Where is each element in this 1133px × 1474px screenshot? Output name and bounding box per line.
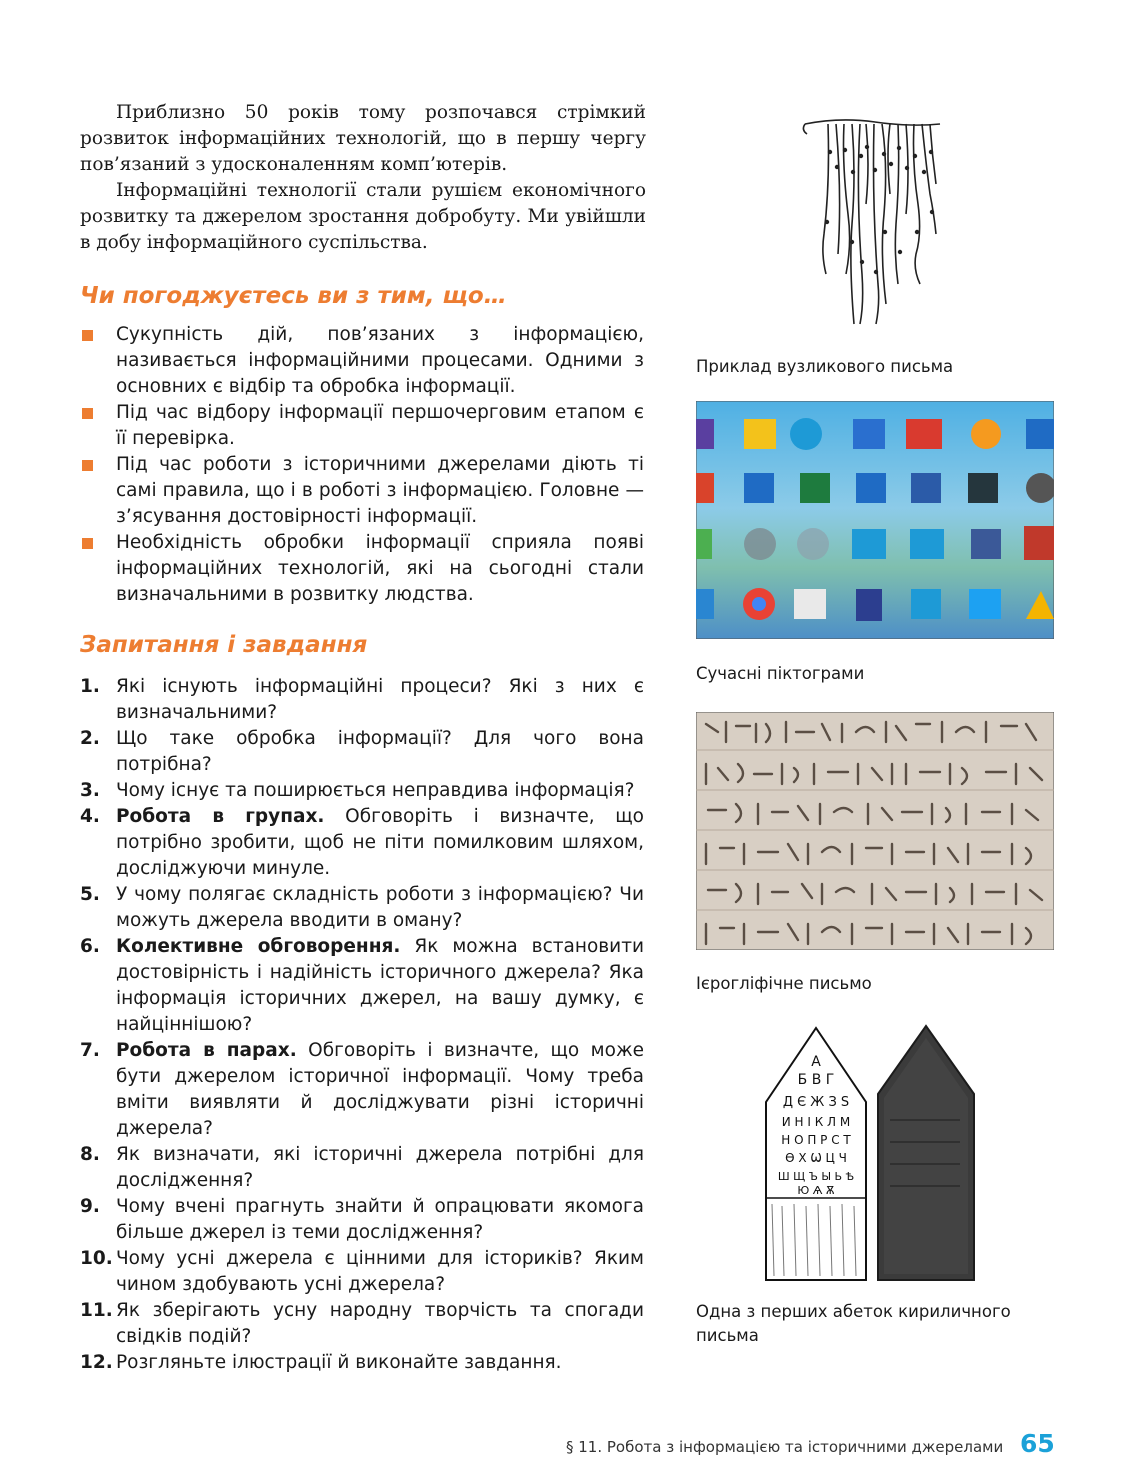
- app-icon: [856, 589, 882, 621]
- cyrillic-row: И Н І К Л М: [781, 1115, 851, 1129]
- list-item: Під час роботи з історичними джерелами діють ті самі правила, що і в роботі з інформацією. Головне — з’ясування достовірності інформації.: [80, 452, 644, 530]
- app-icon: [790, 418, 822, 450]
- app-icon: [696, 419, 714, 449]
- list-item: Під час відбору інформації першочерговим етапом є її перевірка.: [80, 400, 644, 452]
- app-icon: [911, 473, 941, 503]
- app-icon: [971, 529, 1001, 559]
- app-icon: [744, 528, 776, 560]
- task-item: 9. Чому вчені прагнуть знайти й опрацювати якомога більше джерел із теми дослідження?: [80, 1196, 644, 1243]
- app-icons-image: [696, 401, 1054, 639]
- task-item: 8. Як визначати, які історичні джерела потрібні для дослідження?: [80, 1144, 644, 1191]
- hieroglyphs-caption: Ієрогліфічне письмо: [696, 974, 872, 993]
- hieroglyphs-image: [696, 712, 1054, 950]
- task-item: 10. Чому усні джерела є цінними для істориків? Яким чином здобувають усні джерела?: [80, 1248, 644, 1295]
- quipu-caption: Приклад вузликового письма: [696, 357, 954, 376]
- app-icon: [794, 589, 826, 619]
- app-icon: [969, 589, 1001, 619]
- cyrillic-tablets-image: [760, 1024, 982, 1282]
- cyrillic-row: Н О П Р С Т: [781, 1133, 851, 1147]
- icons-caption: Сучасні піктограми: [696, 664, 865, 683]
- task-item: 3. Чому існує та поширюється неправдива інформація?: [80, 780, 635, 801]
- bullet-square-icon: [82, 538, 93, 549]
- app-icon: [696, 589, 714, 619]
- task-item: 2. Що таке обробка інформації? Для чого вона потрібна?: [80, 728, 644, 775]
- cyrillic-row: Ш Щ Ъ Ы Ь Ѣ: [777, 1170, 855, 1183]
- app-icon: [696, 529, 712, 559]
- app-icon: [910, 529, 944, 559]
- app-icon: [906, 419, 942, 449]
- bullet-square-icon: [82, 460, 93, 471]
- app-icon: [800, 473, 830, 503]
- app-icon: [1026, 419, 1054, 449]
- app-icon: [853, 419, 885, 449]
- bullet-square-icon: [82, 330, 93, 341]
- cyrillic-row: А: [811, 1054, 821, 1070]
- tasks-list: [80, 674, 644, 1376]
- task-item: 12. Розгляньте ілюстрації й виконайте завдання.: [80, 1352, 562, 1373]
- task-item: 1. Які існують інформаційні процеси? Які з них є визначальними?: [80, 676, 644, 723]
- app-icon: [968, 473, 998, 503]
- cyrillic-caption: Одна з перших абеток кириличного письма: [696, 1302, 1011, 1345]
- app-icon: [856, 473, 886, 503]
- app-icon: [1024, 526, 1054, 560]
- tasks-heading: Запитання і завдання: [80, 632, 368, 658]
- bullet-square-icon: [82, 408, 93, 419]
- intro-paragraph-2: Інформаційні технології стали рушієм економічного розвитку та джерелом зростання добробуту. Ми увійшли в добу інформаційного суспільства.: [80, 180, 646, 253]
- cyrillic-row: Ю Ѧ Ѫ: [797, 1184, 835, 1197]
- list-item: Необхідність обробки інформації сприяла появі інформаційних технологій, які на сьогодні стали визначальними в розвитку людства.: [80, 530, 644, 608]
- app-icon: [696, 473, 714, 503]
- cyrillic-row: Д Є Ж З Ѕ: [782, 1095, 850, 1110]
- task-item: 4. Робота в групах. Обговоріть і визначте, що потрібно зробити, щоб не піти помилковим шляхом, досліджуючи минуле.: [80, 806, 644, 879]
- app-icon: [744, 419, 776, 449]
- app-icon: [971, 419, 1001, 449]
- cyrillic-row: Ѳ Х Ѡ Ц Ч: [785, 1151, 847, 1165]
- task-item: 11. Як зберігають усну народну творчість та спогади свідків подій?: [80, 1300, 644, 1347]
- quipu-image: [800, 112, 950, 342]
- app-icon: [911, 589, 941, 619]
- app-icon: [797, 528, 829, 560]
- page-number: 65: [1020, 1429, 1055, 1458]
- task-item: 5. У чому полягає складність роботи з інформацією? Чи можуть джерела вводити в оману?: [80, 884, 644, 931]
- task-item: 7. Робота в парах. Обговоріть і визначте, що може бути джерелом історичної інформації. Чому треба вміти виявляти й досліджувати різні історичні джерела?: [80, 1040, 644, 1139]
- app-icon: [744, 473, 774, 503]
- cyrillic-row: Б В Г: [797, 1072, 835, 1088]
- list-item: Сукупність дій, пов’язаних з інформацією, називається інформаційними процесами. Одними з основних є відбір та обробка інформації.: [80, 322, 644, 400]
- agree-heading: Чи погоджуєтесь ви з тим, що…: [80, 283, 507, 309]
- running-footer: § 11. Робота з інформацією та історичними джерелами: [566, 1438, 1004, 1456]
- intro-text: [80, 100, 646, 256]
- agree-list: [80, 322, 644, 608]
- app-icon: [852, 529, 886, 559]
- task-item: 6. Колективне обговорення. Як можна встановити достовірність і надійність історичного джерела? Яка інформація історичних джерел, на вашу думку, є найціннішою?: [80, 936, 645, 1035]
- intro-paragraph-1: Приблизно 50 років тому розпочався стрімкий розвиток інформаційних технологій, що в першу чергу пов’язаний з удосконаленням комп’ютерів.: [80, 102, 646, 175]
